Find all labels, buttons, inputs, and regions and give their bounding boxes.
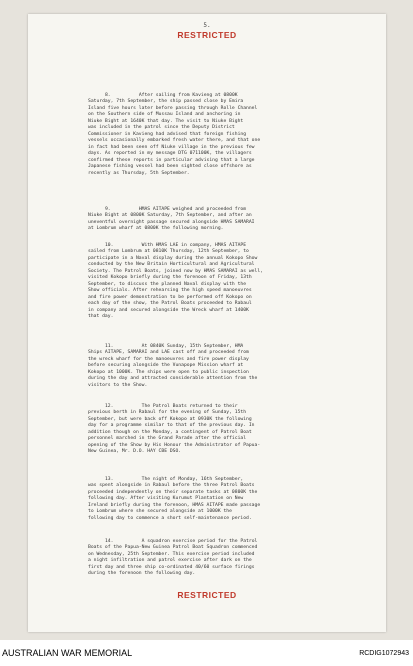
page-number: 5. <box>203 22 211 29</box>
archive-footer <box>0 640 413 666</box>
paragraph-text: At 0840K Sunday, 15th September, HMA Ships AITAPE, SAMARAI and LAE cast off and proceeded from the wreck wharf for the manoeuvres and fire power display before securing alongside the Vunapope Mission wharf at Kokopo at 1000K. The ships were open to public inspection during the day and attracted considerable attention from the visitors to the Show. <box>88 343 258 388</box>
paragraph-number: 9. <box>104 206 111 212</box>
classification-bottom: RESTRICTED <box>177 590 237 600</box>
paragraph-text: HMAS AITAPE weighed and proceeded from Niuke Bight at 0800K Saturday, 7th September, and after an uneventful overnight passage secured alongside HMAS SAMARAI at Lombrum wharf at 0800K the following morning. <box>88 206 255 231</box>
paragraph-number: 13. <box>104 476 114 482</box>
paragraph-text: The Patrol Boats returned to their previous berth in Rabaul for the evening of Sunday, 15th September, but were back off Kokopo at 0930K the following day for a programme similar to that of the previous day. In addition though on the Monday, a contingent of Patrol Boat personnel marched in the Grand Parade after the official opening of the Show by His Honour the Administrator of Papua- New Guinea, Mr. D.O. HAY CBE DSO. <box>88 403 261 454</box>
paragraph-text: After sailing from Kavieng at 0800K Saturday, 7th September, the ship passed close by Emira Island five hours later before passing through Rolle Channel on the Southern side of Mussau Island and anchoring in Niuke Bight at 1640K that day. The visit to Niuke Bight was included in the patrol since the Deputy District Commissioner in Kavieng had advised that foreign fishing vessels occasionally embarked fresh water there, and that one in fact had been seen off Niuke village in the previous few days. As reported in my message DTG 071100K, the villagers confirmed these reports in particular advising that a large Japanese fishing vessel had been sighted close offshore as recently as Thursday, 5th September. <box>88 92 261 176</box>
paragraph-number: 8. <box>104 92 111 98</box>
paragraph-number: 10. <box>104 242 114 248</box>
paragraph-10 <box>88 236 360 327</box>
paragraph-11 <box>88 337 360 396</box>
paragraph-14 <box>88 532 360 584</box>
paragraph-number: 14. <box>104 538 114 544</box>
paragraph-text: The night of Monday, 16th September, was spent alongside in Rabaul before the three Patrol Boats proceeded independently on their separate tasks at 0800K the following day. After visiting Kurumut Plantation on New Ireland briefly during the forenoon, HMAS AITAPE made passage to Lombrum where she secured alongside at 1000K the following day to commence a short self-maintenance period. <box>88 476 261 521</box>
paragraph-9 <box>88 200 360 239</box>
paragraph-text: A squadron exercise period for the Patrol Boats of the Papua-New Guinea Patrol Boat Squadron commenced on Wednesday, 25th September. This exercise period included a night infiltration and patrol exercise after dark on the first day and three ship co-ordinated 40/60 surface firings during the forenoon the following day. <box>88 538 258 576</box>
paragraph-number: 12. <box>104 403 114 409</box>
record-id: RCDIG1072943 <box>359 650 409 657</box>
archive-name: AUSTRALIAN WAR MEMORIAL <box>2 648 133 658</box>
document-page <box>28 14 386 632</box>
classification-top: RESTRICTED <box>177 30 237 40</box>
paragraph-12 <box>88 397 360 462</box>
paragraph-8 <box>88 86 360 184</box>
paragraph-13 <box>88 470 360 529</box>
paragraph-text: With HMAS LAE in company, HMAS AITAPE sailed from Lombrum at 0810K Thursday, 12th September, to participate in a Naval display during the annual Kokopo Show conducted by the New Britain Horticultural and Agricultural Society. The Patrol Boats, joined now by HMAS SAMARAI as well, visited Kokopo briefly during the forenoon of Friday, 13th September, to discuss the planned Naval display with the Show officials. After rehearsing the high speed manoeuvres and fire power demonstration to be performed off Kokopo on each day of the show, the Patrol Boats proceeded to Rabaul in company and secured alongside the Wreck wharf at 1400K that day. <box>88 242 263 319</box>
paragraph-number: 11. <box>104 343 114 349</box>
